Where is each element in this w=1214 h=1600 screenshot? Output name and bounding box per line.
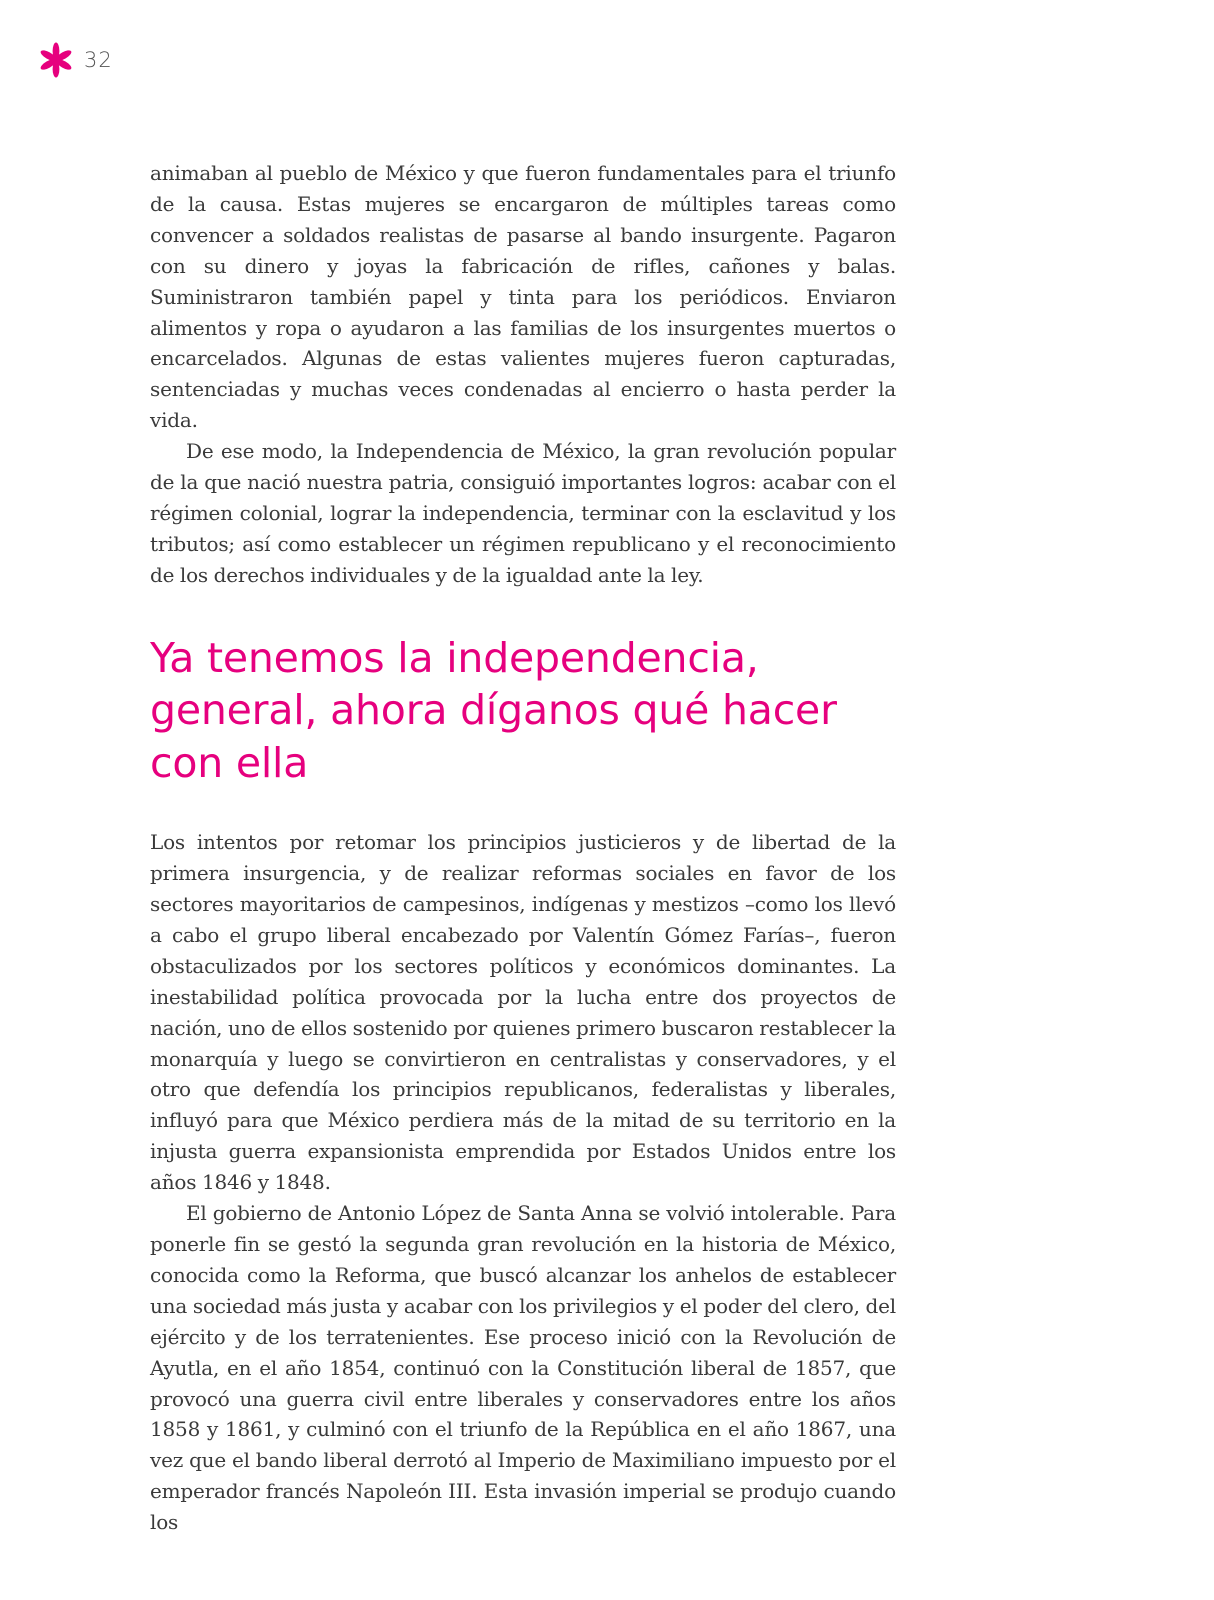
page-number: 32 bbox=[84, 48, 113, 72]
section-heading: Ya tenemos la independencia, general, ahora díganos qué hacer con ella bbox=[150, 633, 837, 787]
page-header bbox=[36, 42, 113, 78]
body-paragraph: De ese modo, la Independencia de México, la gran revolución popular de la que nació nuestra patria, consiguió importantes logros: acabar con el régimen colonial, lograr la independencia, terminar con la esclavitud y los tributos; así como establecer un régimen republicano y el reconocimiento de los derechos individuales y de la igualdad ante la ley. bbox=[150, 439, 896, 587]
body-paragraph: Los intentos por retomar los principios justicieros y de libertad de la primera insurgencia, y de realizar reformas sociales en favor de los sectores mayoritarios de campesinos, indígenas y mestizos –como los llevó a cabo el grupo liberal encabezado por Valentín Gómez Farías–, fueron obstaculizados por los sectores políticos y económicos dominantes. La inestabilidad política provocada por la lucha entre dos proyectos de nación, uno de ellos sostenido por quienes primero buscaron restablecer la monarquía y luego se convirtieron en centralistas y conservadores, y el otro que defendía los principios republicanos, federalistas y liberales, influyó para que México perdiera más de la mitad de su territorio en la injusta guerra expansionista emprendida por Estados Unidos entre los años 1846 y 1848. bbox=[150, 830, 896, 1195]
body-paragraph: animaban al pueblo de México y que fueron fundamentales para el triunfo de la causa. Estas mujeres se encargaron de múltiples tareas como convencer a soldados realistas de pasarse al bando insurgente. Pagaron con su dinero y joyas la fabricación de rifles, cañones y balas. Suministraron también papel y tinta para los periódicos. Enviaron alimentos y ropa o ayudaron a las familias de los insurgentes muertos o encarcelados. Algunas de estas valientes mujeres fueron capturadas, sentenciadas y muchas veces condenadas al encierro o hasta perder la vida. bbox=[150, 161, 896, 433]
body-paragraph: El gobierno de Antonio López de Santa Anna se volvió intolerable. Para ponerle fin se gestó la segunda gran revolución en la historia de México, conocida como la Reforma, que buscó alcanzar los anhelos de establecer una sociedad más justa y acabar con los privilegios y el poder del clero, del ejército y de los terratenientes. Ese proceso inició con la Revolución de Ayutla, en el año 1854, continuó con la Constitución liberal de 1857, que provocó una guerra civil entre liberales y conservadores entre los años 1858 y 1861, y culminó con el triunfo de la República en el año 1867, una vez que el bando liberal derrotó al Imperio de Maximiliano impuesto por el emperador francés Napoleón III. Esta invasión imperial se produjo cuando los bbox=[150, 1201, 896, 1535]
asterisk-icon bbox=[36, 42, 76, 78]
page-content bbox=[150, 158, 896, 1538]
